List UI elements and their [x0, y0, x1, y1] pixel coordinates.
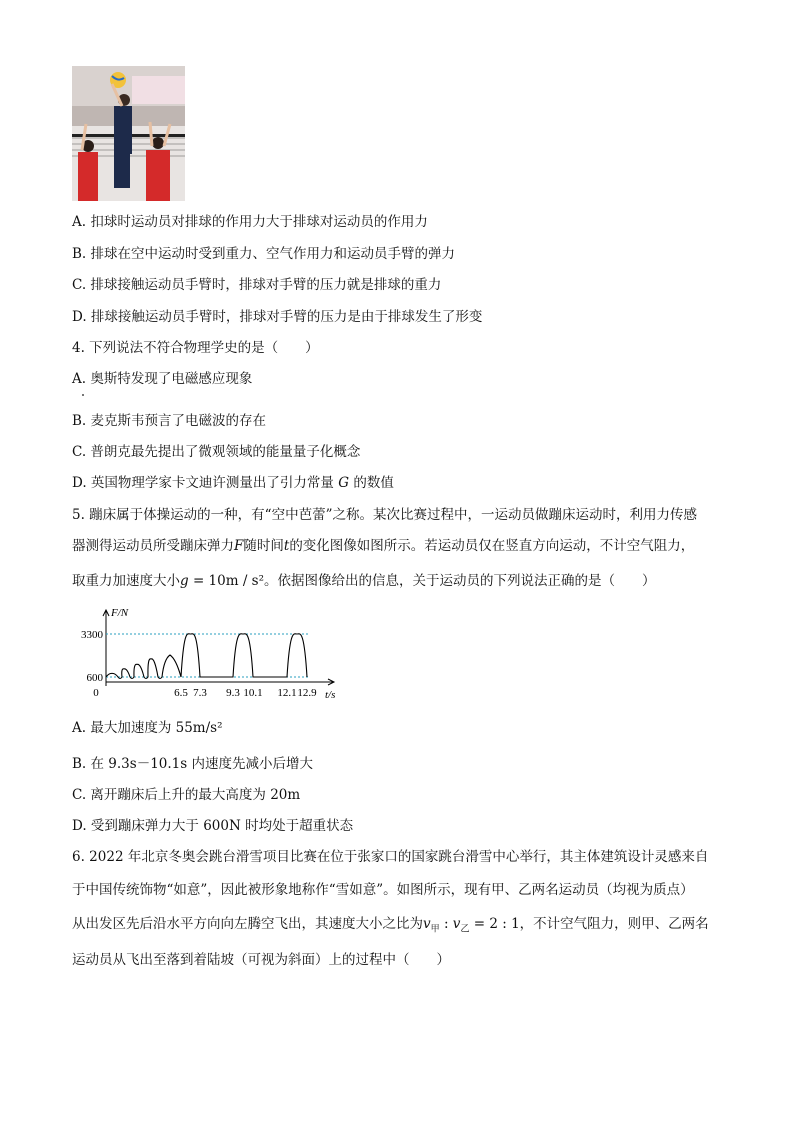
q6-sub-yi: 乙: [460, 924, 470, 935]
q6-line1: 6. 2022 年北京冬奥会跳台滑雪项目比赛在位于张家口的国家跳台滑雪中心举行，其主体建筑设计灵感来自: [72, 849, 709, 865]
stray-dot: [82, 394, 84, 396]
q4-option-d: [72, 473, 394, 493]
q5-option-d: D. 受到蹦床弹力大于 600N 时均处于超重状态: [72, 818, 354, 834]
q5-var-f: F: [234, 538, 244, 554]
x-tick-label-1: 6.5: [174, 687, 188, 699]
q5-line2-c: 的变化图像如图所示。若运动员仅在竖直方向运动，不计空气阻力，: [289, 538, 695, 554]
q5-option-a: A. 最大加速度为 55m/s²: [72, 720, 223, 736]
q5-line3-b: 。依据图像给出的信息，关于运动员的下列说法正确的是（ ）: [264, 573, 656, 589]
q6-line2: 于中国传统饰物“如意”，因此被形象地称作“雪如意”。如图所示，现有甲、乙两名运动员（均视为质点）: [72, 882, 694, 898]
q4-option-d-suffix: 的数值: [353, 475, 394, 491]
q4-option-a: A. 奥斯特发现了电磁感应现象: [72, 371, 253, 387]
q6-var-v1: v: [423, 916, 431, 932]
q6-line3-a: 从出发区先后沿水平方向向左腾空飞出，其速度大小之比为: [72, 916, 423, 932]
x-tick-label-3: 9.3: [226, 687, 240, 699]
q3-option-a: A. 扣球时运动员对排球的作用力大于排球对运动员的作用力: [72, 214, 428, 230]
q5-line2: [72, 536, 694, 556]
q5-line3: [72, 571, 656, 591]
q5-option-c: C. 离开蹦床后上升的最大高度为 20m: [72, 787, 301, 803]
q6-sub-jia: 甲: [430, 924, 440, 935]
force-time-chart: [72, 604, 352, 706]
q5-var-t: t: [283, 538, 290, 554]
q6-var-v2: v: [452, 916, 461, 932]
q6-line3-b: ，不计空气阻力，则甲、乙两名: [519, 916, 709, 932]
volleyball-photo: [72, 66, 185, 201]
q5-line2-a: 器测得运动员所受蹦床弹力: [72, 538, 234, 554]
q3-option-b: B. 排球在空中运动时受到重力、空气作用力和运动员手臂的弹力: [72, 246, 456, 262]
q5-var-g: g: [180, 573, 189, 589]
q4-option-c: C. 普朗克最先提出了微观领域的能量量子化概念: [72, 444, 361, 460]
q5-line2-b: 随时间: [243, 538, 284, 554]
q4-var-g: G: [338, 475, 350, 491]
y-axis-label: F/N: [111, 607, 129, 619]
x-tick-label-6: 12.9: [297, 687, 317, 699]
chart-svg: [72, 604, 352, 702]
q3-option-d: D. 排球接触运动员手臂时，排球对手臂的压力是由于排球发生了形变: [72, 309, 483, 325]
q4-option-d-prefix: D. 英国物理学家卡文迪许测量出了引力常量: [72, 475, 334, 491]
q6-line4: 运动员从飞出至落到着陆坡（可视为斜面）上的过程中（ ）: [72, 952, 450, 968]
q4-stem: 4. 下列说法不符合物理学史的是（ ）: [72, 340, 319, 356]
y-tick-label-1: 600: [86, 672, 103, 684]
force-curve: [106, 634, 307, 679]
q3-option-c: C. 排球接触运动员手臂时，排球对手臂的压力就是排球的重力: [72, 277, 442, 293]
q6-colon: :: [439, 916, 453, 932]
x-tick-label-0: 0: [93, 687, 99, 699]
q5-line3-a: 取重力加速度大小: [72, 573, 180, 589]
x-axis-label: t/s: [325, 689, 336, 701]
q6-ratio: = 2 : 1: [469, 916, 520, 932]
x-tick-label-2: 7.3: [193, 687, 207, 699]
q5-line1: 5. 蹦床属于体操运动的一种，有“空中芭蕾”之称。某次比赛过程中，一运动员做蹦床运动时，利用力传感: [72, 507, 697, 523]
q5-line3-eq: = 10m / s²: [188, 573, 265, 589]
x-tick-label-4: 10.1: [243, 687, 263, 699]
q5-option-b: B. 在 9.3s－10.1s 内速度先减小后增大: [72, 756, 313, 772]
q4-option-b: B. 麦克斯韦预言了电磁波的存在: [72, 413, 267, 429]
q6-line3: [72, 914, 709, 940]
x-tick-label-5: 12.1: [277, 687, 297, 699]
y-tick-label-0: 3300: [81, 629, 103, 641]
